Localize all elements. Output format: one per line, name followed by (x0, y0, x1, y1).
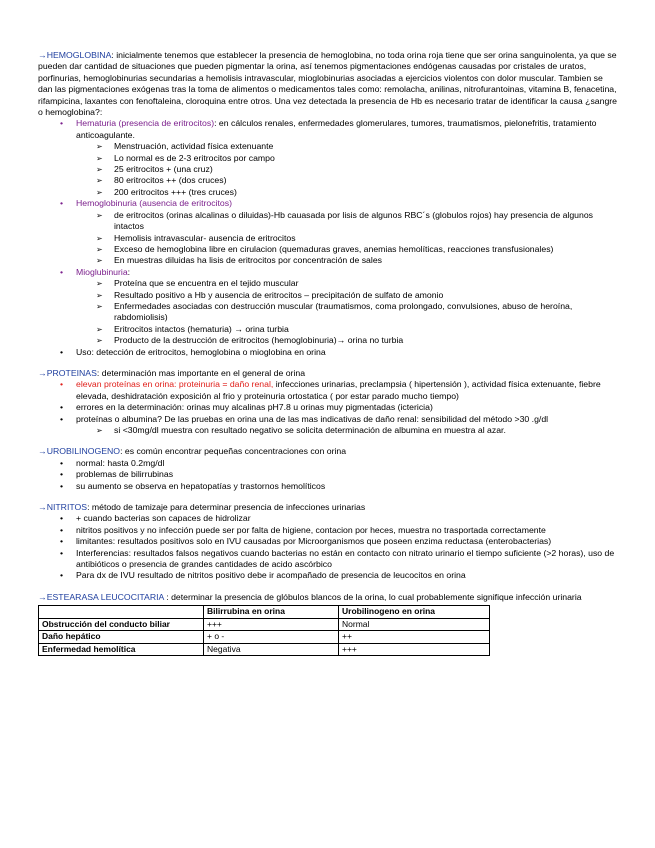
list-item-mioglubinuria (38, 267, 618, 347)
arrow-icon: → (38, 367, 47, 378)
list-item: ➢ Lo normal es de 2-3 eritrocitos por campo (76, 153, 618, 164)
table-cell: + o - (204, 631, 339, 643)
table-header-row (39, 606, 490, 618)
list-item-hemoglobinuria (38, 198, 618, 266)
table-cell: +++ (339, 643, 490, 655)
bullet-list (38, 458, 618, 492)
list-item-uso: • Uso: detección de eritrocitos, hemoglobina o mioglobina en orina (38, 347, 618, 358)
mioglubinuria-label: Mioglubinuria (76, 266, 128, 277)
list-item (38, 379, 618, 402)
list-item: ➢ 25 eritrocitos + (una cruz) (76, 164, 618, 175)
item-text: infecciones urinarias, preclampsia ( hipertensión ), actividad física extenuante, fiebre elevada, deshidratación exposición al frio y proteinuria ortostatica ( por estar parado mucho tiempo) (76, 379, 601, 401)
list-item: ➢ Proteína que se encuentra en el tejido muscular (76, 278, 618, 289)
section-proteinas (38, 368, 618, 436)
section-heading: HEMOGLOBINA (46, 50, 112, 60)
section-heading: NITRITOS (46, 502, 88, 513)
list-item: • problemas de bilirrubinas (38, 469, 618, 480)
table-cell: Enfermedad hemolítica (39, 643, 204, 655)
list-item: ➢ Eritrocitos intactos (hematuria) → orina turbia (76, 324, 618, 335)
arrow-icon: → (38, 502, 47, 513)
sub-list (76, 210, 618, 267)
estearasa-paragraph (38, 592, 618, 603)
list-item (38, 414, 618, 437)
table-header-cell (39, 606, 204, 618)
document-page (38, 50, 618, 656)
hematuria-text: : en cálculos renales, enfermedades glomerulares, tumores, traumatismos, pielonefritis, tratamiento anticoagulante. (76, 118, 597, 140)
hematuria-label: Hematuria (presencia de eritrocitos) (76, 118, 215, 129)
table-cell: +++ (204, 618, 339, 630)
sub-list (76, 278, 618, 346)
list-item: ➢ 80 eritrocitos ++ (dos cruces) (76, 175, 618, 186)
section-text: : inicialmente tenemos que establecer la presencia de hemoglobina, no toda orina roja tiene que ser orina sanguinolenta, ya que se pueden dar cantidad de situaciones que pueden pigmentar la orina, así tenemos pigmentaciones endógenas causadas por cristales de uratos, porfinurias, hemoglobinurias secundarias a hemolisis intravascular, mioglobinurias asociadas a ejercicios violentos con dolor muscular. Tambien se dan las pigmentaciones exógenas tras la toma de alimentos o medicamentos tales como: remolacha, anilinas, nitrofurantoinas, vitamina B, fenacetina, rifampicina, laxantes con fenoftaleina, cloroquina entre otros. Una vez detectada la presencia de Hb es necesario tratar de identificar la causa ¿sangre o hemoglobina?: (38, 50, 618, 118)
list-item: • errores en la determinación: orinas muy alcalinas pH7.8 u orinas muy pigmentadas (ictericia) (38, 402, 618, 413)
list-item: ➢ de eritrocitos (orinas alcalinas o diluidas)-Hb cauasada por lisis de algunos RBC´s (globulos rojos) hay presencia de algunos intactos (76, 210, 618, 233)
sub-list (76, 425, 618, 436)
bullet-list (38, 513, 618, 581)
sub-list (76, 141, 618, 198)
table-header-cell: Urobilinogeno en orina (339, 606, 490, 618)
table-row (39, 618, 490, 630)
section-hemoglobina (38, 50, 618, 358)
list-item: ➢ Enfermedades asociadas con destrucción muscular (traumatismos, coma prolongado, convulsiones, abuso de heroína, rabdomiolisis) (76, 301, 618, 324)
arrow-icon: → (38, 50, 47, 60)
arrow-icon: → (38, 591, 47, 602)
table-header-cell: Bilirrubina en orina (204, 606, 339, 618)
table-cell: Normal (339, 618, 490, 630)
section-text: : determinar la presencia de glóbulos blancos de la orina, lo cual probablemente signifique infección urinaria (163, 591, 582, 602)
table-cell: ++ (339, 631, 490, 643)
list-item: ➢ Hemolisis intravascular- ausencia de eritrocitos (76, 233, 618, 244)
list-item: • + cuando bacterias son capaces de hidrolizar (38, 513, 618, 524)
table-row (39, 631, 490, 643)
list-item: • normal: hasta 0.2mg/dl (38, 458, 618, 469)
list-item: ➢ En muestras diluidas ha lisis de eritrocitos por concentración de sales (76, 255, 618, 266)
hemoglobina-paragraph (38, 50, 618, 118)
table-row (39, 643, 490, 655)
comparison-table (38, 605, 490, 656)
section-heading: ESTEARASA LEUCOCITARIA (46, 591, 164, 602)
section-urobilinogeno (38, 446, 618, 492)
section-heading: PROTEINAS (46, 367, 97, 378)
section-nitritos (38, 502, 618, 582)
section-heading: UROBILINOGENO (46, 446, 121, 457)
bullet-list (38, 379, 618, 436)
table-cell: Obstrucción del conducto biliar (39, 618, 204, 630)
urobilinogeno-paragraph (38, 446, 618, 457)
highlight-text: elevan proteínas en orina: proteinuria = daño renal, (76, 379, 274, 390)
list-item: • su aumento se observa en hepatopatías y trastornos hemolíticos (38, 481, 618, 492)
table-cell: Daño hepático (39, 631, 204, 643)
hemoglobinuria-label: Hemoglobinuria (ausencia de eritrocitos) (76, 198, 232, 209)
list-item: ➢ Producto de la destrucción de eritrocitos (hemoglobinuria)→ orina no turbia (76, 335, 618, 346)
colon: : (127, 266, 131, 277)
section-text: : es común encontrar pequeñas concentraciones con orina (120, 446, 347, 457)
list-item-hematuria (38, 118, 618, 198)
list-item: ➢ 200 eritrocitos +++ (tres cruces) (76, 187, 618, 198)
arrow-icon: → (38, 446, 47, 457)
section-text: : determinación mas importante en el general de orina (96, 367, 306, 378)
list-item: • nitritos positivos y no infección puede ser por falta de higiene, contacion por heces, muestra no trasportada correctamente (38, 525, 618, 536)
list-item: ➢ Resultado positivo a Hb y ausencia de eritrocitos – precipitación de sulfato de amonio (76, 290, 618, 301)
list-item: • Para dx de IVU resultado de nitritos positivo debe ir acompañado de presencia de leucocitos en orina (38, 570, 618, 581)
list-item: ➢ Menstruación, actividad física extenuante (76, 141, 618, 152)
list-item: • Interferencias: resultados falsos negativos cuando bacterias no están en contacto con nitrato urinario el tiempo suficiente (>2 horas), uso de antibióticos o presencia de grandes cantidades de acido ascórbico (38, 548, 618, 571)
table-cell: Negativa (204, 643, 339, 655)
item-text: proteínas o albumina? De las pruebas en orina una de las mas indicativas de daño renal: sensibilidad del método >30 .g/dl (76, 413, 549, 424)
list-item: ➢ Exceso de hemoglobina libre en cirulacion (quemaduras graves, anemias hemolíticas, reacciones transfusionales) (76, 244, 618, 255)
nitritos-paragraph (38, 502, 618, 513)
proteinas-paragraph (38, 368, 618, 379)
list-item: • limitantes: resultados positivos solo en IVU causadas por Microorganismos que poseen enzima reductasa (enterobacterias) (38, 536, 618, 547)
section-text: : método de tamizaje para determinar presencia de infecciones urinarias (87, 502, 366, 513)
list-item: ➢ si <30mg/dl muestra con resultado negativo se solicita determinación de albumina en muestra al azar. (76, 425, 618, 436)
section-estearasa (38, 592, 618, 656)
bullet-list (38, 118, 618, 358)
